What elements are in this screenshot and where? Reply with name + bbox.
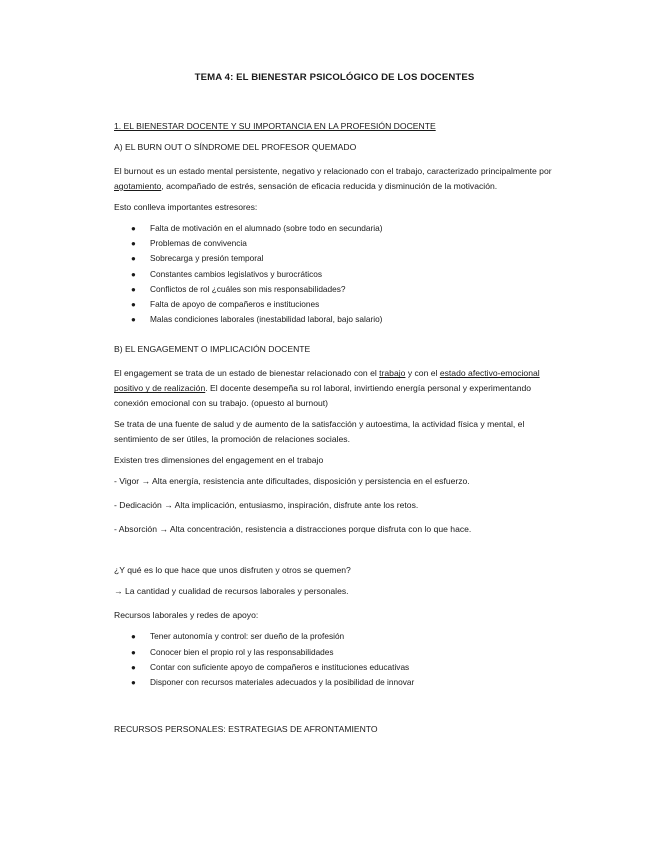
bullet-icon: ● — [131, 647, 136, 657]
question-text: ¿Y qué es lo que hace que unos disfruten y otros se quemen? — [114, 565, 351, 576]
list-item-text: Conocer bien el propio rol y las responsabilidades — [150, 646, 334, 657]
engagement-definition-text-1: El engagement se trata de un estado de bienestar relacionado con el — [114, 368, 380, 379]
bullet-icon: ● — [131, 284, 136, 294]
list-item — [114, 236, 555, 251]
trabajo-underlined: trabajo — [379, 368, 406, 379]
bullet-icon: ● — [131, 315, 136, 325]
list-item — [114, 282, 555, 297]
burnout-definition — [114, 164, 555, 194]
list-item-text: Constantes cambios legislativos y burocráticos — [150, 268, 323, 279]
list-item — [114, 221, 555, 236]
bullet-icon: ● — [131, 678, 136, 688]
engagement-dimensions-intro: Existen tres dimensiones del engagement en el trabajo — [114, 455, 324, 466]
resources-list — [114, 629, 555, 690]
stressors-intro: Esto conlleva importantes estresores: — [114, 202, 258, 212]
burnout-definition-text-1: El burnout es un estado mental persistente, negativo y relacionado con el trabajo, caracterizado principalmente por — [114, 166, 552, 176]
resources-intro: Recursos laborales y redes de apoyo: — [114, 610, 259, 621]
list-item-text: Malas condiciones laborales (inestabilidad laboral, bajo salario) — [150, 314, 383, 325]
list-item-text: Conflictos de rol ¿cuáles son mis responsabilidades? — [150, 283, 346, 294]
list-item-text: Tener autonomía y control: ser dueño de la profesión — [150, 631, 345, 642]
list-item — [114, 267, 555, 282]
section-1-heading: 1. EL BIENESTAR DOCENTE Y SU IMPORTANCIA EN LA PROFESIÓN DOCENTE — [114, 121, 436, 131]
bullet-icon: ● — [131, 224, 136, 233]
list-item — [114, 645, 555, 660]
list-item-text: Falta de motivación en el alumnado (sobre todo en secundaria) — [150, 223, 383, 233]
burnout-heading: A) EL BURN OUT O SÍNDROME DEL PROFESOR QUEMADO — [114, 142, 357, 152]
bullet-icon: ● — [131, 632, 136, 642]
list-item — [114, 660, 555, 675]
dimension-vigor: - Vigor → Alta energía, resistencia ante dificultades, disposición y persistencia en el esfuerzo. — [114, 476, 470, 487]
personal-resources-heading: RECURSOS PERSONALES: ESTRATEGIAS DE AFRONTAMIENTO — [114, 724, 378, 735]
engagement-heading: B) EL ENGAGEMENT O IMPLICACIÓN DOCENTE — [114, 344, 311, 355]
question-answer: → La cantidad y cualidad de recursos laborales y personales. — [114, 586, 349, 597]
engagement-definition-text-3: . El docente desempeña su rol laboral, invirtiendo energía personal y experimentando conexión emocional con su trabajo. (opuesto al burnout) — [114, 383, 532, 409]
list-item — [114, 629, 555, 644]
engagement-definition-text-2: y con el — [405, 368, 440, 379]
list-item — [114, 251, 555, 266]
bullet-icon: ● — [131, 239, 136, 249]
list-item-text: Contar con suficiente apoyo de compañeros e instituciones educativas — [150, 661, 410, 672]
bullet-icon: ● — [131, 300, 136, 310]
bullet-icon: ● — [131, 662, 136, 672]
bullet-icon: ● — [131, 254, 136, 264]
list-item-text: Disponer con recursos materiales adecuados y la posibilidad de innovar — [150, 677, 415, 688]
list-item-text: Problemas de convivencia — [150, 238, 247, 249]
bullet-icon: ● — [131, 269, 136, 279]
burnout-definition-text-2: , acompañado de estrés, sensación de eficacia reducida y disminución de la motivación. — [161, 181, 498, 191]
engagement-definition — [114, 366, 555, 411]
list-item — [114, 675, 555, 690]
engagement-health: Se trata de una fuente de salud y de aumento de la satisfacción y autoestima, la actividad física y mental, el sentimiento de ser útiles, la promoción de relaciones sociales. — [114, 419, 525, 445]
dimension-dedicacion: - Dedicación → Alta implicación, entusiasmo, inspiración, disfrute ante los retos. — [114, 500, 419, 511]
list-item — [114, 297, 555, 312]
document-title: TEMA 4: EL BIENESTAR PSICOLÓGICO DE LOS DOCENTES — [194, 72, 475, 83]
list-item — [114, 312, 555, 327]
agotamiento-underlined: agotamiento — [114, 181, 162, 191]
list-item-text: Falta de apoyo de compañeros e instituciones — [150, 299, 320, 310]
estado-afectivo-underlined: estado afectivo-emocional positivo y de realización — [114, 368, 540, 394]
stressors-list — [114, 221, 555, 327]
list-item-text: Sobrecarga y presión temporal — [150, 253, 264, 264]
dimension-absorcion: - Absorción → Alta concentración, resistencia a distracciones porque disfruta con lo que hace. — [114, 524, 472, 535]
